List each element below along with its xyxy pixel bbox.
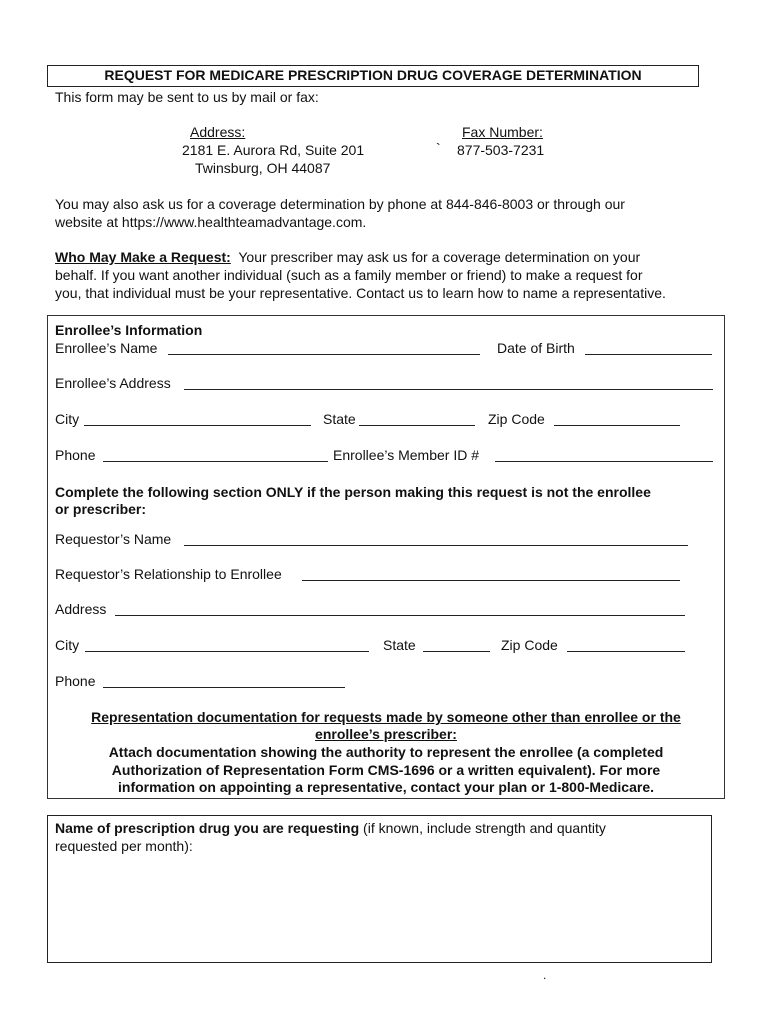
enrollee-state-label: State (323, 411, 356, 427)
enrollee-phone-field[interactable] (103, 461, 328, 462)
form-title: REQUEST FOR MEDICARE PRESCRIPTION DRUG COVERAGE DETERMINATION (47, 65, 699, 87)
drug-heading: Name of prescription drug you are requesting (55, 820, 360, 836)
phone-paragraph-line1: You may also ask us for a coverage determination by phone at 844-846-8003 or through our (55, 196, 625, 212)
fax-number: 877-503-7231 (457, 142, 545, 158)
intro-text: This form may be sent to us by mail or fax: (55, 89, 319, 105)
drug-heading-line (55, 820, 606, 836)
requestor-state-field[interactable] (423, 651, 490, 652)
enrollee-name-field[interactable] (168, 354, 480, 355)
representation-heading-line1: Representation documentation for requests made by someone other than enrollee or the (91, 709, 681, 725)
who-may-heading: Who May Make a Request: (55, 249, 231, 265)
enrollee-state-field[interactable] (359, 425, 475, 426)
address-line1: 2181 E. Aurora Rd, Suite 201 (182, 142, 365, 158)
enrollee-city-label: City (55, 411, 80, 427)
dob-label: Date of Birth (497, 340, 575, 356)
relationship-label: Requestor’s Relationship to Enrollee (55, 566, 282, 582)
who-may-line3: you, that individual must be your representative. Contact us to learn how to name a representative. (55, 285, 666, 301)
address-line2: Twinsburg, OH 44087 (195, 160, 331, 176)
drug-note-line1: (if known, include strength and quantity (359, 820, 606, 836)
enrollee-name-label: Enrollee’s Name (55, 340, 158, 356)
requestor-zip-field[interactable] (567, 651, 685, 652)
requestor-heading-line2: or prescriber: (55, 501, 147, 517)
phone-paragraph-line2: website at https://www.healthteamadvantage.com. (55, 214, 367, 230)
requestor-address-label: Address (55, 601, 107, 617)
who-may-paragraph (55, 248, 725, 302)
requestor-name-field[interactable] (184, 545, 688, 546)
phone-paragraph (55, 195, 725, 231)
member-id-field[interactable] (495, 461, 713, 462)
who-may-line2: behalf. If you want another individual (such as a family member or friend) to make a request for (55, 267, 643, 283)
representation-body-line3: information on appointing a representative, contact your plan or 1-800-Medicare. (118, 779, 654, 795)
relationship-field[interactable] (302, 580, 680, 581)
requestor-name-label: Requestor’s Name (55, 531, 172, 547)
requestor-address-field[interactable] (115, 615, 685, 616)
enrollee-zip-label: Zip Code (488, 411, 545, 427)
enrollee-phone-label: Phone (55, 447, 96, 463)
requestor-city-field[interactable] (85, 651, 369, 652)
enrollee-address-field[interactable] (184, 389, 713, 390)
requestor-phone-label: Phone (55, 673, 96, 689)
representation-body-line1: Attach documentation showing the authority to represent the enrollee (a completed (108, 744, 664, 760)
requestor-state-label: State (383, 637, 416, 653)
enrollee-zip-field[interactable] (554, 425, 680, 426)
requestor-heading-line1: Complete the following section ONLY if the person making this request is not the enrollee (55, 484, 651, 500)
member-id-label: Enrollee’s Member ID # (333, 447, 480, 463)
footer-mark: . (543, 968, 547, 982)
who-may-line1: Your prescriber may ask us for a coverage determination on your (230, 249, 641, 265)
requestor-city-label: City (55, 637, 80, 653)
enrollee-city-field[interactable] (84, 425, 311, 426)
dob-field[interactable] (585, 354, 712, 355)
enrollee-address-label: Enrollee’s Address (55, 375, 171, 391)
stray-mark: ` (436, 140, 441, 156)
representation-heading-line2: enrollee’s prescriber: (315, 726, 457, 742)
fax-label: Fax Number: (462, 124, 543, 140)
requestor-zip-label: Zip Code (501, 637, 558, 653)
enrollee-heading: Enrollee’s Information (55, 322, 203, 338)
requestor-phone-field[interactable] (103, 687, 345, 688)
representation-body-line2: Authorization of Representation Form CMS-1696 or a written equivalent). For more (111, 762, 661, 778)
address-label: Address: (190, 124, 246, 140)
drug-note-line2: requested per month): (55, 838, 193, 854)
